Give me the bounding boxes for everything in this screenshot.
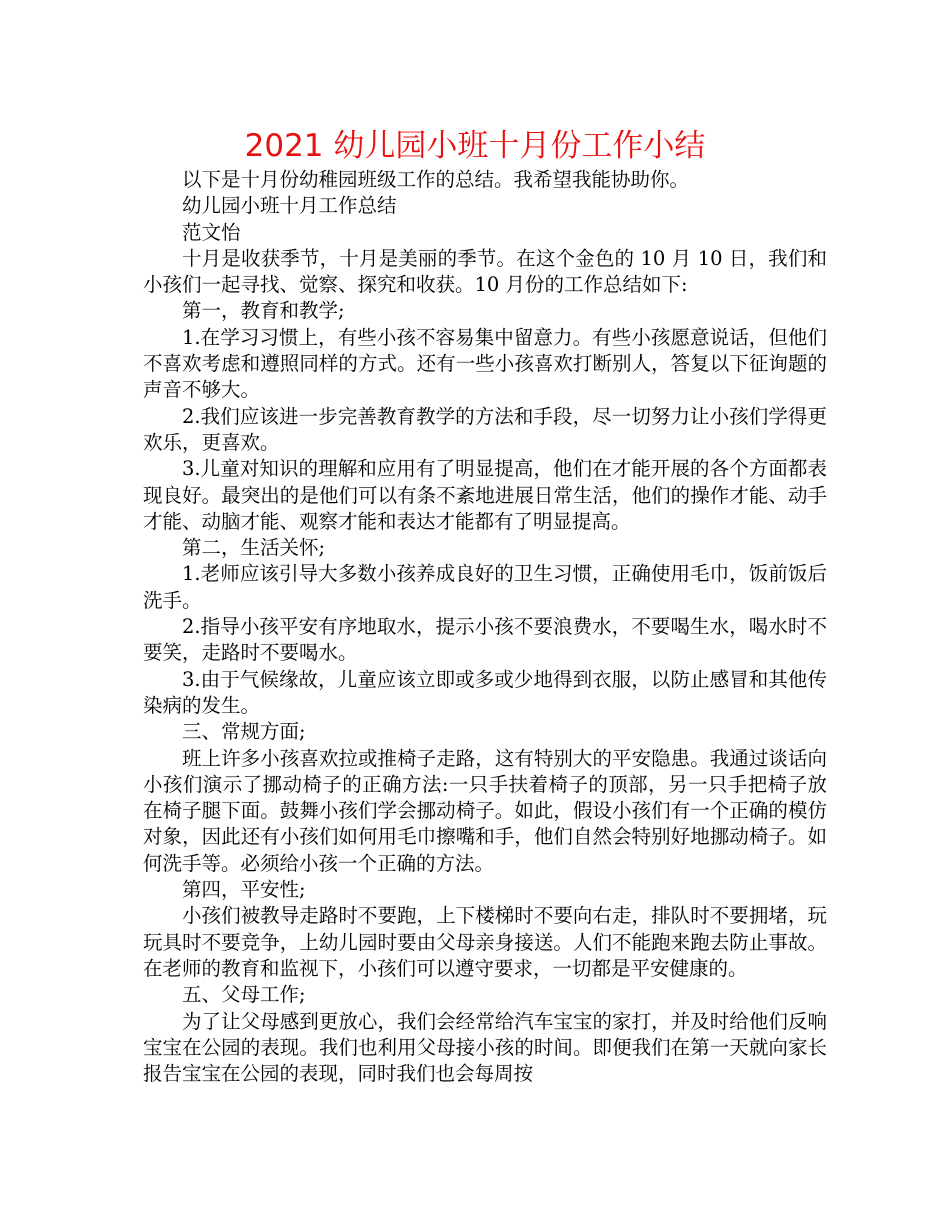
paragraph-opening: 十月是收获季节，十月是美丽的季节。在这个金色的 10 月 10 日，我们和小孩们一起寻找、觉察、探究和收获。10 月份的工作总结如下: [143, 246, 827, 297]
paragraph-life-care-1: 1.老师应该引导大多数小孩养成良好的卫生习惯，正确使用毛巾，饭前饭后洗手。 [143, 562, 827, 612]
paragraph-life-care-2: 2.指导小孩平安有序地取水，提示小孩不要浪费水，不要喝生水，喝水时不要笑，走路时不要喝水。 [143, 615, 827, 665]
paragraph-teaching-2: 2.我们应该进一步完善教育教学的方法和手段，尽一切努力让小孩们学得更欢乐，更喜欢。 [143, 404, 827, 454]
section-heading-routine: 三、常规方面; [182, 720, 306, 744]
paragraph-life-care-3: 3.由于气候缘故，儿童应该立即或多或少地得到衣服，以防止感冒和其他传染病的发生。 [143, 667, 827, 717]
paragraph-subtitle: 幼儿园小班十月工作总结 [182, 194, 397, 218]
document-title: 2021 幼儿园小班十月份工作小结 [244, 128, 706, 164]
section-heading-parents: 五、父母工作; [182, 983, 306, 1007]
paragraph-teaching-1: 1.在学习习惯上，有些小孩不容易集中留意力。有些小孩愿意说话，但他们不喜欢考虑和遵照同样的方式。还有一些小孩喜欢打断别人，答复以下征询题的声音不够大。 [143, 325, 827, 402]
paragraph-intro: 以下是十月份幼稚园班级工作的总结。我希望我能协助你。 [182, 168, 690, 191]
document-body [143, 167, 827, 1087]
paragraph-routine: 班上许多小孩喜欢拉或推椅子走路，这有特别大的平安隐患。我通过谈话向小孩们演示了挪动椅子的正确方法:一只手扶着椅子的顶部，另一只手把椅子放在椅子腿下面。鼓舞小孩们学会挪动椅子。如此，假设小孩们有一个正确的模仿对象，因此还有小孩们如何用毛巾擦嘴和手，他们自然会特别好地挪动椅子。如何洗手等。必须给小孩一个正确的方法。 [143, 746, 827, 875]
section-heading-teaching: 第一，教育和教学; [182, 299, 345, 323]
section-heading-life-care: 第二，生活关怀; [182, 536, 326, 560]
paragraph-safety: 小孩们被教导走路时不要跑，上下楼梯时不要向右走，排队时不要拥堵，玩玩具时不要竞争，上幼儿园时要由父母亲身接送。人们不能跑来跑去防止事故。在老师的教育和监视下，小孩们可以遵守要求，一切都是平安健康的。 [143, 904, 827, 980]
paragraph-author: 范文怡 [182, 220, 241, 244]
section-heading-safety: 第四，平安性; [182, 878, 306, 902]
paragraph-teaching-3: 3.儿童对知识的理解和应用有了明显提高，他们在才能开展的各个方面都表现良好。最突出的是他们可以有条不紊地进展日常生活，他们的操作才能、动手才能、动脑才能、观察才能和表达才能都有了明显提高。 [143, 457, 827, 533]
paragraph-parents: 为了让父母感到更放心，我们会经常给汽车宝宝的家打，并及时给他们反响宝宝在公园的表现。我们也利用父母接小孩的时间。即便我们在第一天就向家长报告宝宝在公园的表现，同时我们也会每周按 [143, 1009, 827, 1086]
